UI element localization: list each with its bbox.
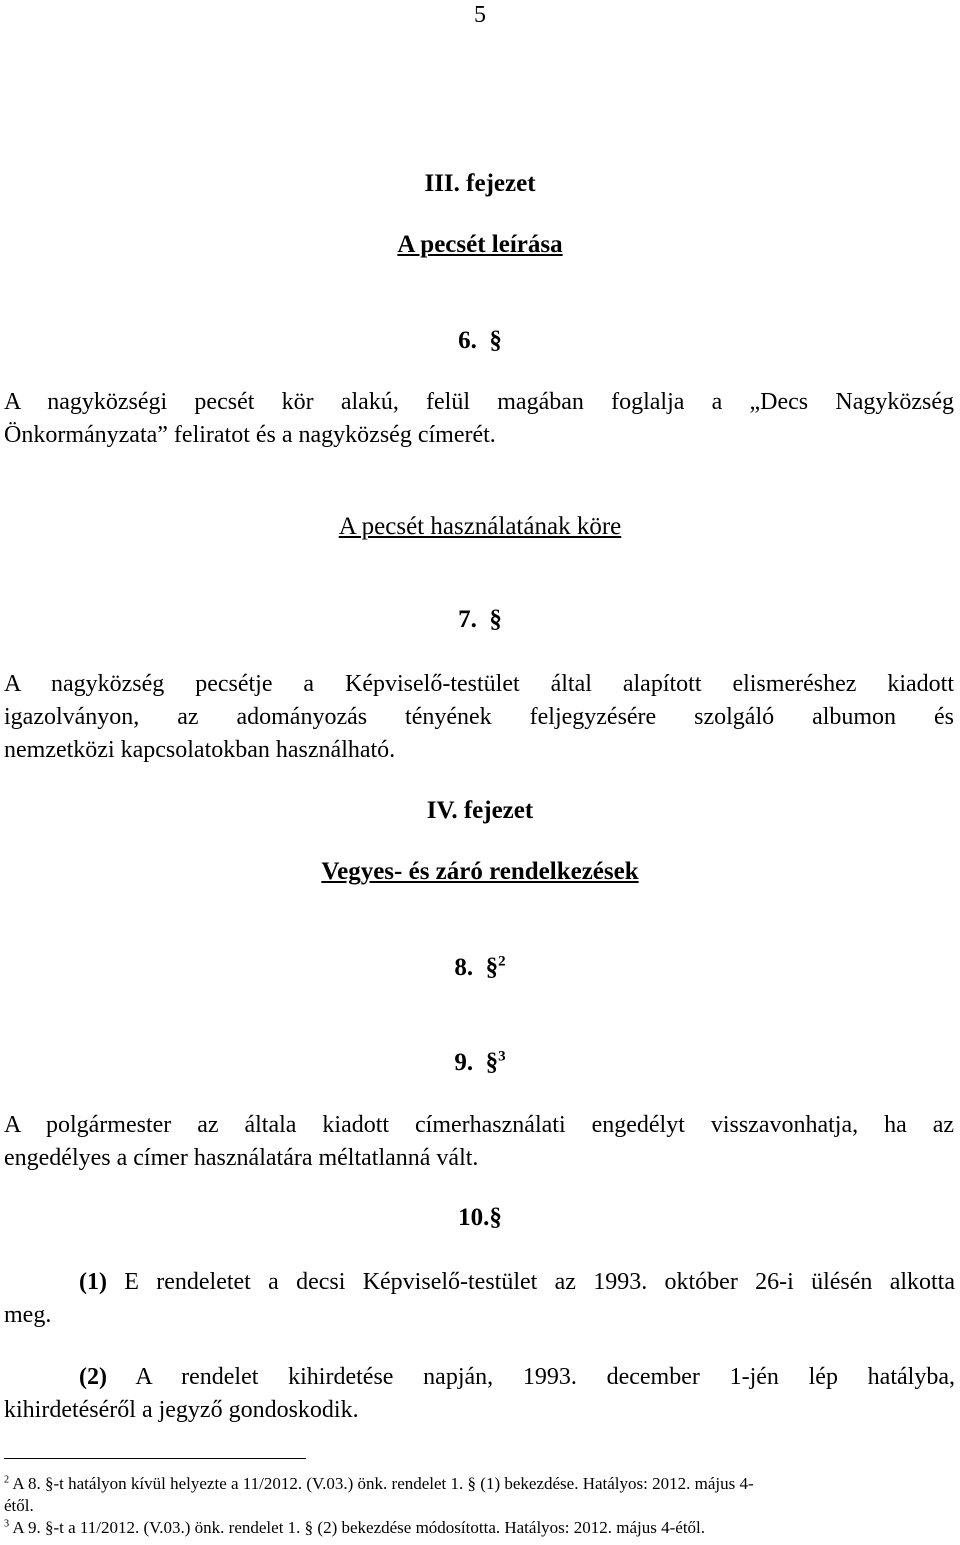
paragraph-10-2-line-2: kihirdetéséről a jegyző gondoskodik. bbox=[4, 1397, 359, 1423]
subsection-marker: (2) bbox=[79, 1364, 107, 1390]
paragraph-6-line-1: A nagyközségi pecsét kör alakú, felül magában foglalja a „Decs Nagyközség bbox=[4, 389, 954, 415]
section-sign: § bbox=[485, 1049, 499, 1076]
paragraph-7-line-2: igazolványon, az adományozás tényének feljegyzésére szolgáló albumon és bbox=[4, 704, 954, 730]
footnote-number: 2 bbox=[4, 1474, 10, 1486]
paragraph-9 bbox=[4, 1109, 954, 1175]
paragraph-10-1-line-2: meg. bbox=[4, 1302, 52, 1328]
footnote-ref: 2 bbox=[498, 953, 506, 970]
footnote-separator bbox=[4, 1458, 306, 1459]
footnote-ref: 3 bbox=[498, 1048, 506, 1065]
chapter-title: A pecsét leírása bbox=[397, 231, 563, 258]
footnote-2: $^2$ A 8. §-t hatályon kívül helyezte a 11/2012. (V.03.) önk. rendelet 1. § (1) bekezdése. Hatályos: 2012. május 4- étől. bbox=[4, 1474, 754, 1515]
chapter-heading: IV. fejezet bbox=[426, 797, 534, 824]
paragraph-9-line-1: A polgármester az általa kiadott címerhasználati engedélyt visszavonhatja, ha az bbox=[4, 1112, 954, 1138]
footnote-number: 3 bbox=[4, 1518, 10, 1530]
subsection-marker: (1) bbox=[79, 1269, 107, 1295]
section-sign: § bbox=[485, 954, 499, 981]
paragraph-10-1-line-1: (1) E rendeletet a decsi Képviselő-testület az 1993. október 26-i ülésén alkotta bbox=[79, 1269, 955, 1295]
section-sign: § bbox=[489, 606, 502, 633]
page-number: 5 bbox=[474, 2, 486, 28]
paragraph-7 bbox=[4, 668, 954, 767]
paragraph-7-line-1: A nagyközség pecsétje a Képviselő-testület által alapított elismeréshez kiadott bbox=[4, 671, 954, 697]
section-sign: § bbox=[489, 1204, 502, 1231]
paragraph-10-2-line-1: (2) A rendelet kihirdetése napján, 1993. december 1-jén lép hatályba, bbox=[79, 1364, 955, 1390]
chapter-heading: III. fejezet bbox=[424, 170, 536, 197]
paragraph-6 bbox=[4, 386, 954, 452]
section-sign: § bbox=[489, 327, 502, 354]
section-heading-9: 9. §$^3$ bbox=[454, 1048, 506, 1076]
footnote-3: $^3$ A 9. §-t a 11/2012. (V.03.) önk. rendelet 1. § (2) bekezdése módosította. Hatályos: 2012. május 4-étől. bbox=[4, 1518, 706, 1537]
paragraph-7-line-3: nemzetközi kapcsolatokban használható. bbox=[4, 737, 396, 763]
section-heading-8: 8. §$^2$ bbox=[454, 953, 506, 981]
section-heading-7: 7. § bbox=[458, 606, 502, 633]
section-heading-6: 6. § bbox=[458, 327, 502, 354]
subtitle: A pecsét használatának köre bbox=[338, 513, 622, 540]
paragraph-9-line-2: engedélyes a címer használatára méltatlanná vált. bbox=[4, 1145, 479, 1171]
paragraph-6-line-2: Önkormányzata” feliratot és a nagyközség címerét. bbox=[4, 422, 496, 448]
section-heading-10: 10.§ bbox=[458, 1204, 502, 1231]
chapter-title: Vegyes- és záró rendelkezések bbox=[321, 858, 639, 885]
